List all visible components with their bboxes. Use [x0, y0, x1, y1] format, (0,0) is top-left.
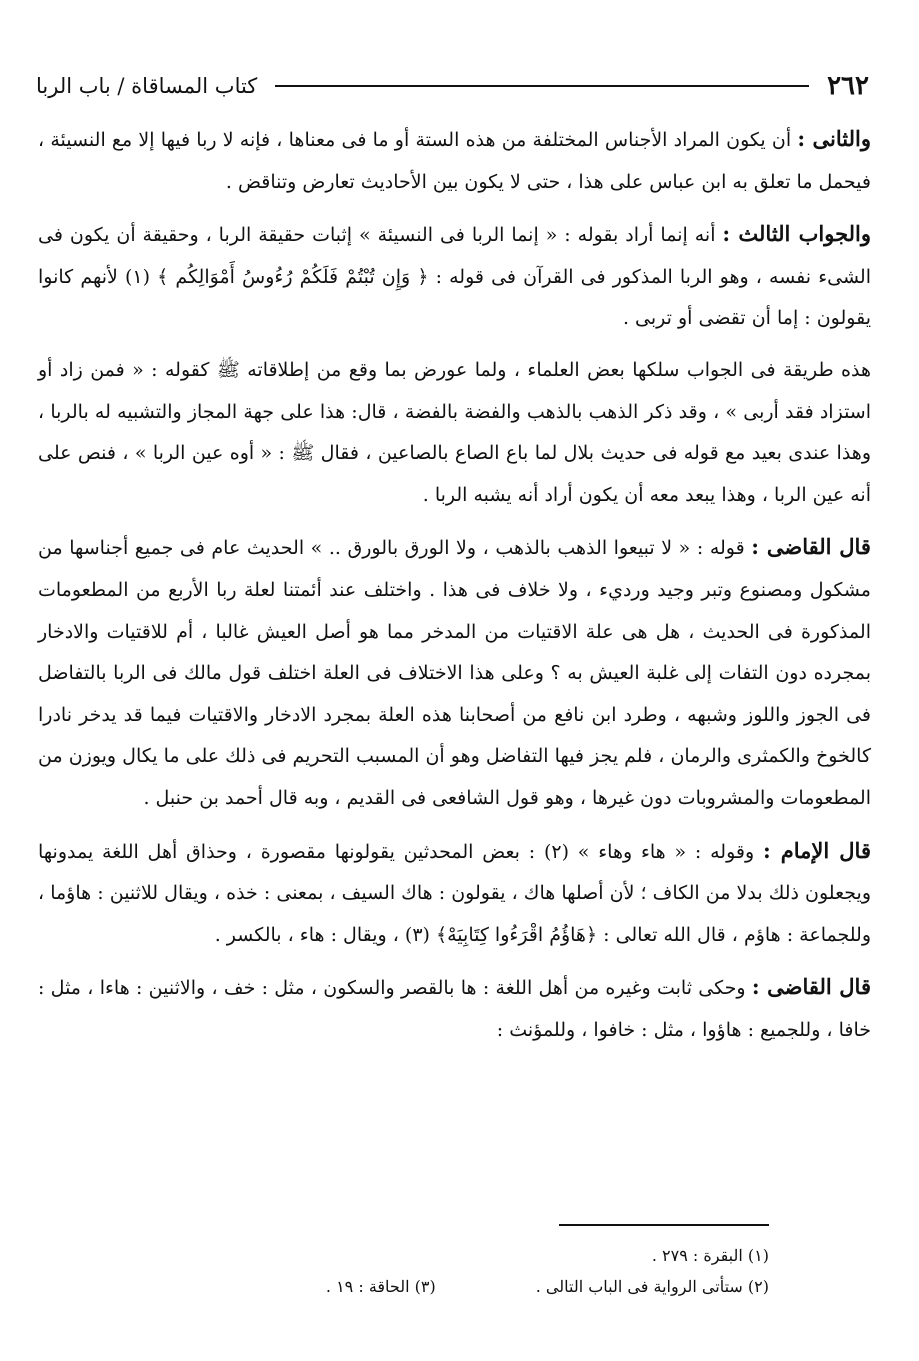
paragraph-lead: والثانى :: [797, 126, 871, 151]
paragraph-text: أنه إنما أراد بقوله : « إنما الربا فى النسيئة » إثبات حقيقة الربا ، وحقيقة أن يكون فى الشىء نفسه ، وهو الربا المذكور فى القرآن فى قوله : ﴿ وَإِن تُبْتُمْ فَلَكُمْ رُءُوسُ أَمْوَالِكُم ﴾ (١) لأنهم كانوا يقولون : إما أن تقضى أو تربى .: [38, 224, 871, 330]
paragraph-imam: [38, 830, 871, 957]
page-header: [36, 66, 869, 106]
paragraph-qadi-1: [38, 526, 871, 819]
paragraph-text: قوله : « لا تبيعوا الذهب بالذهب ، ولا الورق بالورق .. » الحديث عام فى جميع أجناسها من مشكول ومصنوع وتبر وجيد ورديء ، ولا خلاف فى هذا . واختلف عند أئمتنا لعلة ربا الأربع من المطعومات المذكورة فى الحديث ، هل هى علة الاقتيات من المدخر مما هو أصل العيش غالبا ، أم للاقتيات والادخار بمجرده دون التفات إلى غلبة العيش به ؟ وعلى هذا الاختلاف فى العلة اختلف قول مالك فى الربا بالتفاضل فى الجوز واللوز وشبهه ، وطرد ابن نافع من أصحابنا هذه العلة بمجرد الادخار والاقتيات فيما قد يدخر نادرا كالخوخ والكمثرى والرمان ، فلم يجز فيها التفاضل وهو أن المسبب التحريم فى ذلك على ما يكال ويوزن من المطعومات والمشروبات دون غيرها ، وهو قول الشافعى فى القديم ، وبه قال أحمد بن حنبل .: [38, 537, 872, 809]
paragraph-lead: والجواب الثالث :: [722, 221, 871, 247]
paragraph-lead: قال الإمام :: [762, 837, 871, 863]
footnote-row: [100, 1271, 769, 1302]
paragraph-lead: قال القاضى :: [751, 974, 871, 1000]
footnote-spacer: [436, 1271, 536, 1302]
paragraph-third-answer: [38, 213, 871, 340]
page-number: ٢٦٢: [827, 71, 869, 101]
footnotes: [100, 1240, 769, 1302]
footnote-rule: [559, 1224, 769, 1226]
paragraph-text: أن يكون المراد الأجناس المختلفة من هذه الستة أو ما فى معناها ، فإنه لا ربا فيها إلا مع النسيئة ، فيحمل ما تعلق به ابن عباس على هذا ، حتى لا يكون بين الأحاديث تعارض وتناقض .: [38, 129, 871, 193]
paragraph-lead: قال القاضى :: [751, 534, 871, 560]
paragraph-method: [38, 350, 871, 516]
paragraph-second-answer: [38, 118, 871, 203]
footnote-1: (١) البقرة : ٢٧٩ .: [651, 1246, 769, 1265]
paragraph-qadi-2: [38, 966, 871, 1051]
paragraph-text: وحكى ثابت وغيره من أهل اللغة : ها بالقصر والسكون ، مثل : خف ، والاثنين : هاءا ، مثل : خافا ، وللجميع : هاؤوا ، مثل : خافوا ، وللمؤنث :: [38, 977, 871, 1041]
footnote-3: (٣) الحاقة : ١٩ .: [325, 1277, 436, 1296]
paragraph-text: هذه طريقة فى الجواب سلكها بعض العلماء ، ولما عورض بما وقع من إطلاقاته ﷺ كقوله : « فمن زاد أو استزاد فقد أربى » ، وقد ذكر الذهب بالذهب والفضة بالفضة ، قال: هذا على جهة المجاز والتشبيه له بالربا ، وهذا عندى بعيد مع قوله فى حديث بلال لما باع الصاع بالصاعين ، فقال ﷺ : « أوه عين الربا » ، فنص على أنه عين الربا ، وهذا يبعد معه أن يكون أراد أنه يشبه الربا .: [38, 358, 871, 506]
running-title: كتاب المساقاة / باب الربا: [36, 74, 258, 98]
footnote-row: [100, 1240, 769, 1271]
header-rule: [275, 85, 809, 87]
footnote-2: (٢) ستأتى الرواية فى الباب التالى .: [535, 1277, 769, 1296]
paragraph-text: وقوله : « هاء وهاء » (٢) : بعض المحدثين يقولونها مقصورة ، وحذاق أهل اللغة يمدونها ويجعلون ذلك بدلا من الكاف ؛ لأن أصلها هاك ، يقولون : هاك السيف ، بمعنى : خذه ، ويقال للاثنين : هاؤما ، وللجماعة : هاؤم ، قال الله تعالى : ﴿هَاؤُمُ اقْرَءُوا كِتَابِيَهْ﴾ (٣) ، ويقال : هاء ، بالكسر .: [38, 840, 871, 946]
body-text: [38, 118, 871, 1061]
